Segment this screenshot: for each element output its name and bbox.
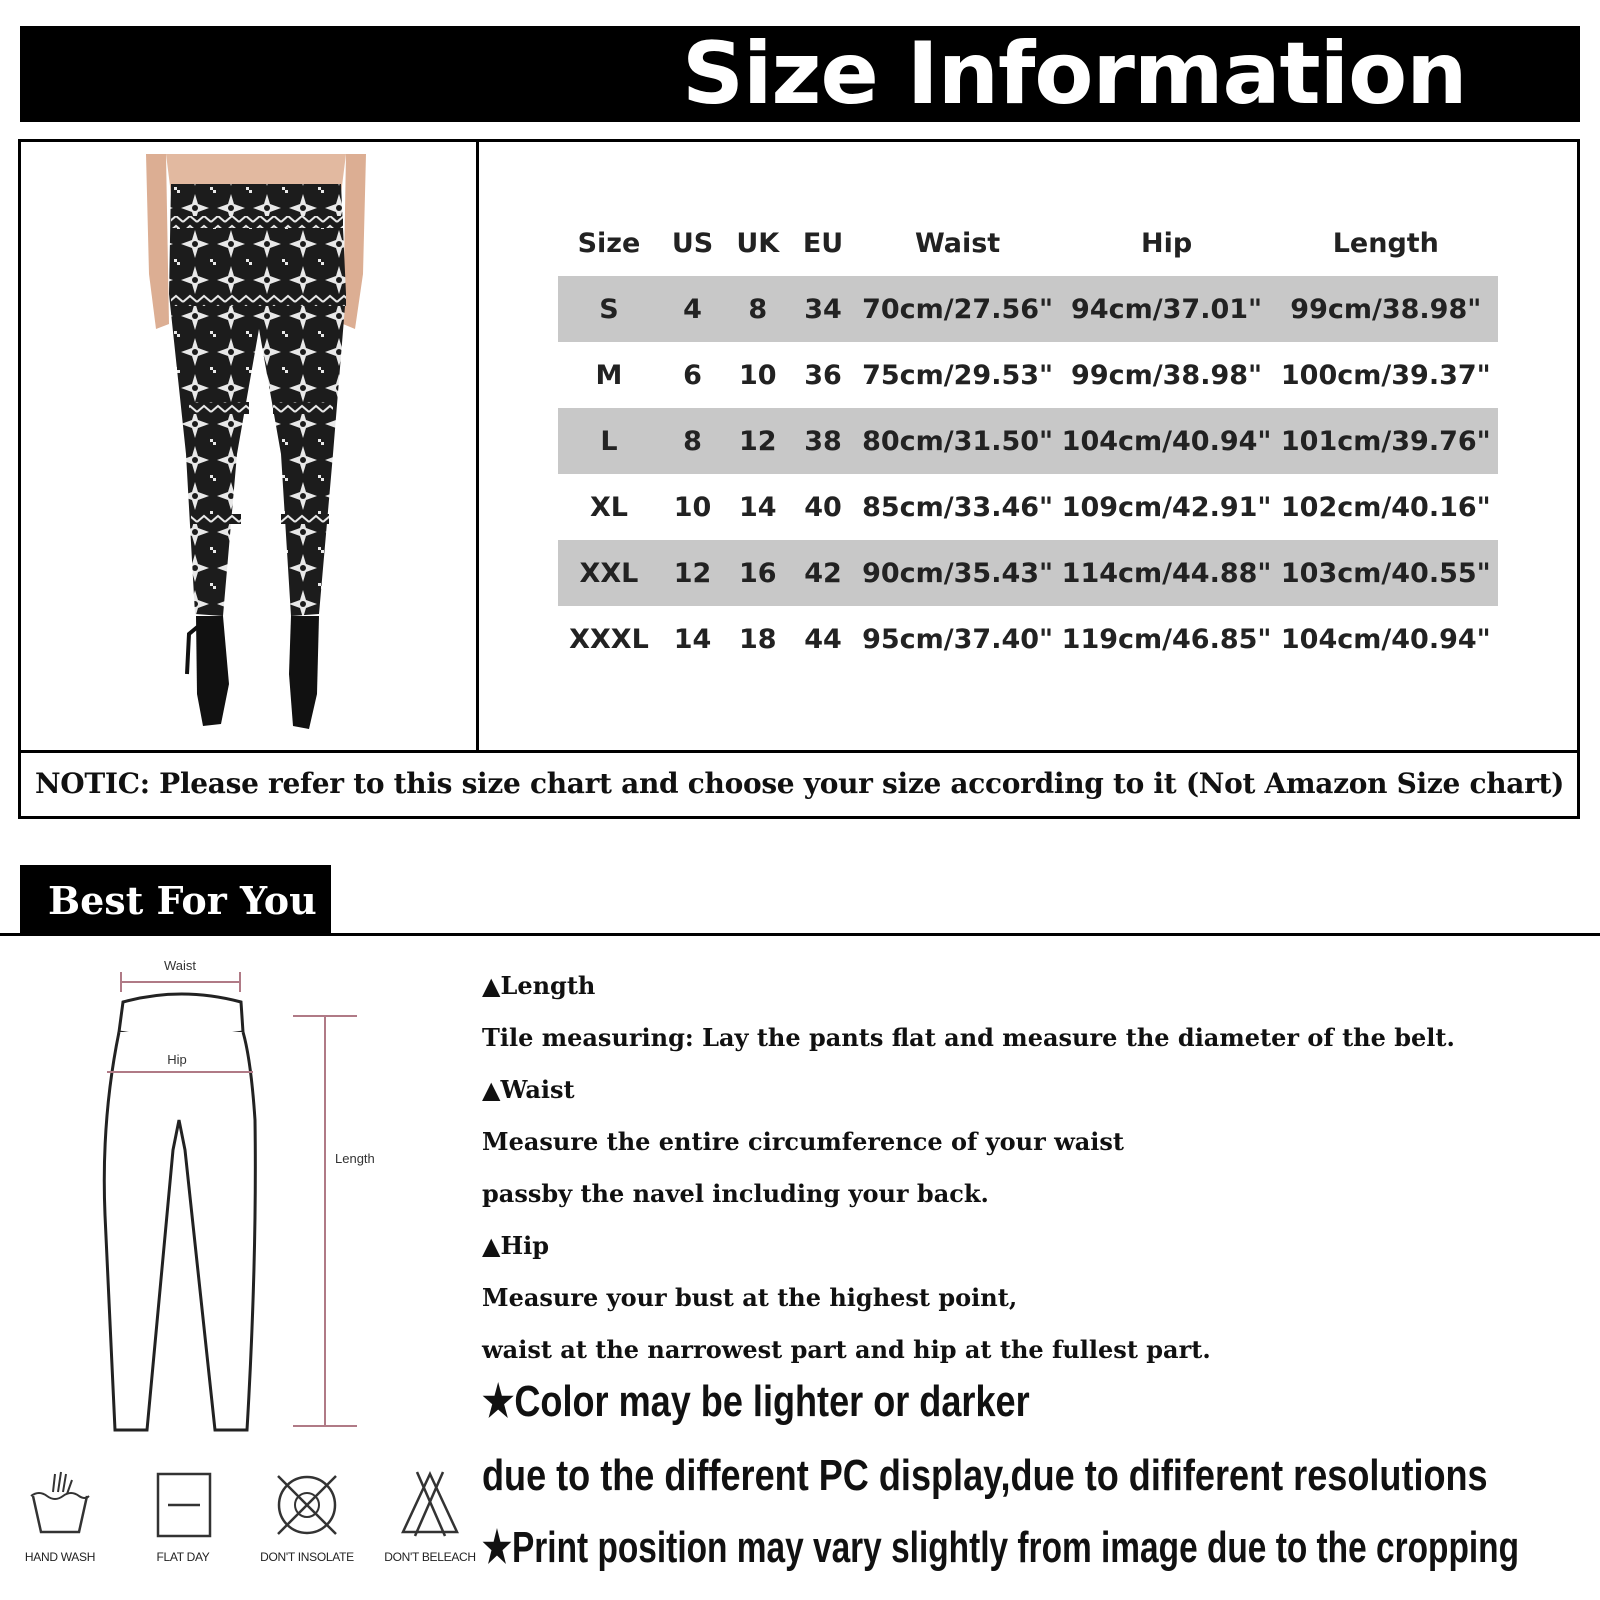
table-cell: 104cm/40.94" xyxy=(1280,623,1491,655)
table-cell: 75cm/29.53" xyxy=(862,359,1054,391)
size-chart-box xyxy=(18,139,1580,819)
table-cell: 6 xyxy=(683,359,702,391)
table-cell: 44 xyxy=(804,623,842,655)
column-header: Waist xyxy=(914,227,1001,259)
table-cell: 14 xyxy=(673,623,712,655)
waist-text-2: passby the navel including your back. xyxy=(482,1179,989,1208)
table-cell: 34 xyxy=(790,276,855,342)
table-row xyxy=(558,540,1498,606)
best-for-you-tab xyxy=(20,865,331,936)
table-cell: 42 xyxy=(790,540,855,606)
column-header: EU xyxy=(802,227,844,259)
column-header: Size xyxy=(577,227,641,259)
table-cell: 8 xyxy=(725,276,790,342)
table-cell: 8 xyxy=(660,408,725,474)
table-cell: M xyxy=(595,359,623,391)
title-bar xyxy=(20,26,1580,122)
page-title: Size Information xyxy=(682,24,1467,124)
table-cell: XL xyxy=(589,491,628,523)
table-cell: 18 xyxy=(739,623,777,655)
table-cell: S xyxy=(558,276,660,342)
waist-label: Waist xyxy=(163,960,197,973)
column-header: Length xyxy=(1332,227,1439,259)
table-header-row xyxy=(558,210,1498,276)
table-cell: 16 xyxy=(725,540,790,606)
flat-dry-label: FLAT DAY xyxy=(156,1550,210,1564)
care-hand-wash xyxy=(5,1470,115,1564)
table-cell: L xyxy=(558,408,660,474)
table-cell: 38 xyxy=(790,408,855,474)
table-cell: 14 xyxy=(739,491,777,523)
table-cell: 10 xyxy=(739,359,777,391)
leggings-model-image xyxy=(141,154,371,746)
table-cell: 85cm/33.46" xyxy=(862,491,1054,523)
table-cell: 70cm/27.56" xyxy=(856,276,1060,342)
table-cell: 94cm/37.01" xyxy=(1060,276,1274,342)
no-bleach-icon xyxy=(395,1470,465,1540)
table-cell: 99cm/38.98" xyxy=(1274,276,1498,342)
table-cell: 109cm/42.91" xyxy=(1061,491,1272,523)
color-note: ★Color may be lighter or darker xyxy=(482,1377,1030,1426)
table-cell: 95cm/37.40" xyxy=(862,623,1054,655)
hip-heading: ▲Hip xyxy=(482,1231,550,1260)
length-label: Length xyxy=(335,1151,375,1166)
care-dont-bleach xyxy=(375,1470,485,1564)
length-text: Tile measuring: Lay the pants flat and measure the diameter of the belt. xyxy=(482,1023,1455,1052)
table-cell: 36 xyxy=(804,359,842,391)
display-note: due to the different PC display,due to dififerent resolutions xyxy=(482,1451,1488,1500)
column-header: US xyxy=(671,227,714,259)
section-rule xyxy=(0,933,1600,936)
table-row xyxy=(558,606,1498,672)
table-cell: XXL xyxy=(558,540,660,606)
dont-insolate-label: DON'T INSOLATE xyxy=(260,1550,354,1564)
table-cell: 114cm/44.88" xyxy=(1060,540,1274,606)
table-cell: 12 xyxy=(725,408,790,474)
size-table xyxy=(558,210,1498,672)
table-cell: 90cm/35.43" xyxy=(856,540,1060,606)
waist-heading: ▲Waist xyxy=(482,1075,575,1104)
table-row xyxy=(558,474,1498,540)
table-cell: XXXL xyxy=(569,623,649,655)
table-row xyxy=(558,276,1498,342)
table-cell: 102cm/40.16" xyxy=(1280,491,1491,523)
column-header: UK xyxy=(736,227,780,259)
care-flat-dry xyxy=(128,1470,238,1564)
hand-wash-label: HAND WASH xyxy=(24,1550,96,1564)
table-row xyxy=(558,408,1498,474)
hip-label: Hip xyxy=(167,1052,187,1067)
table-cell: 12 xyxy=(660,540,725,606)
table-cell: 100cm/39.37" xyxy=(1280,359,1491,391)
size-notice: NOTIC: Please refer to this size chart and choose your size according to it (Not Amazon Size chart) xyxy=(35,767,1565,800)
table-cell: 119cm/46.85" xyxy=(1061,623,1272,655)
no-sun-icon xyxy=(272,1470,342,1540)
table-cell: 99cm/38.98" xyxy=(1071,359,1263,391)
column-header: Hip xyxy=(1140,227,1193,259)
table-cell: 101cm/39.76" xyxy=(1274,408,1498,474)
measurement-diagram xyxy=(95,960,415,1440)
table-row xyxy=(558,342,1498,408)
hip-text-1: Measure your bust at the highest point, xyxy=(482,1283,1018,1312)
table-cell: 104cm/40.94" xyxy=(1060,408,1274,474)
flat-dry-icon xyxy=(148,1470,218,1540)
best-for-you-title: Best For You xyxy=(48,878,317,923)
hand-wash-icon xyxy=(25,1470,95,1540)
table-cell: 4 xyxy=(660,276,725,342)
length-heading: ▲Length xyxy=(482,971,596,1000)
print-note: ★Print position may vary slightly from image due to the cropping xyxy=(482,1523,1520,1572)
measurement-instructions xyxy=(482,960,1592,1376)
table-cell: 80cm/31.50" xyxy=(856,408,1060,474)
table-cell: 10 xyxy=(673,491,712,523)
table-cell: 40 xyxy=(804,491,842,523)
table-cell: 103cm/40.55" xyxy=(1274,540,1498,606)
horizontal-divider xyxy=(21,750,1577,753)
dont-bleach-label: DON'T BELEACH xyxy=(384,1550,476,1564)
hip-text-2: waist at the narrowest part and hip at the fullest part. xyxy=(482,1335,1211,1364)
care-dont-insolate xyxy=(252,1470,362,1564)
waist-text-1: Measure the entire circumference of your waist xyxy=(482,1127,1125,1156)
vertical-divider xyxy=(476,142,479,750)
